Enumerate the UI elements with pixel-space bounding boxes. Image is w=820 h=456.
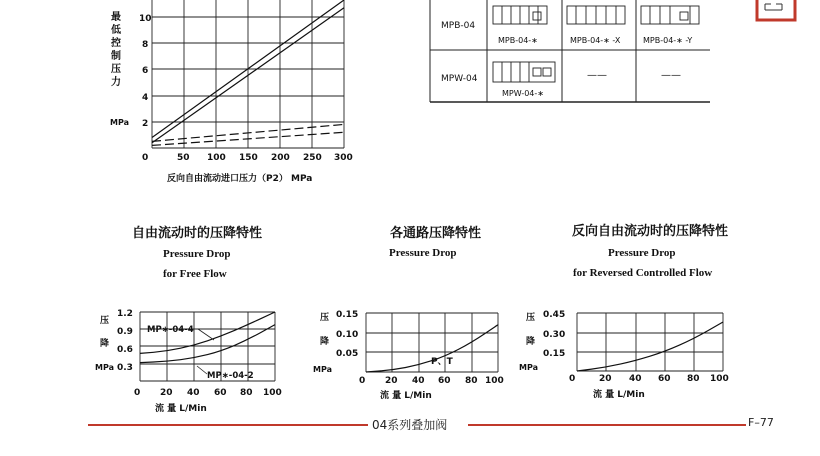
page-corner-icon xyxy=(757,0,795,20)
x-tick-label: 100 xyxy=(485,376,504,386)
free-flow-title-en1: Pressure Drop xyxy=(163,248,231,260)
ylabel-char: 压 xyxy=(320,313,330,323)
free-flow-title-en2: for Free Flow xyxy=(163,268,227,280)
top-chart xyxy=(110,0,353,184)
y-tick-label: 10 xyxy=(139,14,152,24)
x-axis-label: 流 量 L/Min xyxy=(155,404,207,414)
table-row-label: MPW-04 xyxy=(441,74,478,84)
label-leader-line xyxy=(198,329,214,340)
series-label-lower: MP∗-04-2 xyxy=(207,371,254,381)
top-chart-ylabel xyxy=(110,10,129,127)
x-tick-label: 20 xyxy=(599,374,612,384)
ylabel-char: 低 xyxy=(111,25,121,36)
table-cell: MPB-04-∗ xyxy=(498,36,538,45)
x-tick-label: 40 xyxy=(629,374,642,384)
x-tick-label: 40 xyxy=(412,376,425,386)
x-tick-label: 50 xyxy=(177,153,190,163)
each-path-title-en: Pressure Drop xyxy=(389,247,457,259)
reversed-title-cn: 反向自由流动时的压降特性 xyxy=(572,224,729,239)
y-tick-label: 6 xyxy=(142,66,149,76)
y-tick-label: 2 xyxy=(142,119,149,129)
y-tick-label: 1.2 xyxy=(117,309,133,319)
free-flow-title-cn: 自由流动时的压降特性 xyxy=(132,226,263,241)
top-chart-xlabel: 反向自由流动进口压力（P2） MPa xyxy=(167,174,313,184)
x-tick-label: 0 xyxy=(569,374,576,384)
footer-rule-left xyxy=(88,424,368,426)
ylabel-char: 制 xyxy=(111,51,121,62)
footer-title: 04系列叠加阀 xyxy=(372,418,448,432)
reversed-series xyxy=(577,322,723,371)
y-tick-label: 0.45 xyxy=(543,310,566,320)
x-tick-label: 60 xyxy=(438,376,451,386)
reversed-title-en1: Pressure Drop xyxy=(608,247,676,259)
table-cell: —— xyxy=(587,70,607,81)
page-number: F–77 xyxy=(748,416,774,429)
y-tick-label: 0.30 xyxy=(543,330,566,340)
top-chart-grid xyxy=(152,0,344,148)
x-tick-label: 0 xyxy=(359,376,366,386)
valve-symbol xyxy=(641,6,699,24)
y-unit: MPa xyxy=(95,363,115,372)
series-line xyxy=(577,322,723,371)
curve-annotation: P、T xyxy=(431,357,453,367)
ylabel-char: 压 xyxy=(111,64,121,75)
x-tick-label: 250 xyxy=(303,153,322,163)
x-tick-label: 80 xyxy=(240,388,253,398)
y-tick-label: 8 xyxy=(142,40,149,50)
table-row-label: MPB-04 xyxy=(441,21,476,31)
footer-rule-right xyxy=(468,424,746,426)
table-cell: MPB-04-∗ -Y xyxy=(643,36,693,45)
x-tick-label: 80 xyxy=(465,376,478,386)
x-tick-label: 300 xyxy=(334,153,353,163)
x-tick-label: 60 xyxy=(658,374,671,384)
x-tick-label: 40 xyxy=(187,388,200,398)
table-cell: —— xyxy=(661,70,681,81)
reversed-flow-chart xyxy=(519,310,729,400)
y-tick-label: 0.10 xyxy=(336,330,359,340)
y-unit: MPa xyxy=(519,363,539,372)
y-tick-label: 0.3 xyxy=(117,363,133,373)
y-tick-label: 0.6 xyxy=(117,345,133,355)
reversed-title-en2: for Reversed Controlled Flow xyxy=(573,267,713,279)
free-flow-chart xyxy=(95,309,282,414)
x-axis-label: 流 量 L/Min xyxy=(380,391,432,401)
ylabel-char: 最 xyxy=(111,12,121,23)
x-tick-label: 20 xyxy=(385,376,398,386)
y-unit: MPa xyxy=(313,365,333,374)
each-path-chart xyxy=(313,310,504,401)
table-cell: MPW-04-∗ xyxy=(502,89,544,98)
x-tick-label: 100 xyxy=(263,388,282,398)
y-tick-label: 0.15 xyxy=(543,349,566,359)
label-leader-line xyxy=(197,366,207,374)
table-cell: MPB-04-∗ -X xyxy=(570,36,621,45)
each-path-title-cn: 各通路压降特性 xyxy=(390,226,482,241)
y-tick-label: 4 xyxy=(142,93,149,103)
x-tick-label: 200 xyxy=(271,153,290,163)
x-tick-label: 0 xyxy=(134,388,141,398)
y-unit: MPa xyxy=(110,118,130,127)
ylabel-char: 降 xyxy=(526,337,536,347)
y-tick-label: 0.9 xyxy=(117,327,133,337)
valve-symbol xyxy=(567,6,625,24)
x-tick-label: 80 xyxy=(687,374,700,384)
ylabel-char: 压 xyxy=(526,313,536,323)
y-tick-label: 0.05 xyxy=(336,349,359,359)
ylabel-char: 控 xyxy=(111,38,121,49)
top-chart-yticks xyxy=(139,14,152,129)
x-tick-label: 100 xyxy=(710,374,729,384)
x-axis-label: 流 量 L/Min xyxy=(593,390,645,400)
ylabel-char: 力 xyxy=(111,77,121,88)
x-tick-label: 0 xyxy=(142,153,149,163)
valve-symbol xyxy=(493,62,555,82)
top-chart-xticks xyxy=(142,153,353,163)
ylabel-char: 降 xyxy=(320,337,330,347)
free-flow-series xyxy=(140,312,275,363)
x-tick-label: 20 xyxy=(160,388,173,398)
reversed-grid xyxy=(577,313,723,371)
valve-symbol xyxy=(493,6,547,24)
ylabel-char: 压 xyxy=(100,316,110,326)
x-tick-label: 60 xyxy=(214,388,227,398)
x-tick-label: 100 xyxy=(207,153,226,163)
model-table xyxy=(430,0,710,102)
x-tick-label: 150 xyxy=(239,153,258,163)
series-label-upper: MP∗-04-4 xyxy=(147,325,194,335)
y-tick-label: 0.15 xyxy=(336,310,359,320)
ylabel-char: 降 xyxy=(100,339,110,349)
